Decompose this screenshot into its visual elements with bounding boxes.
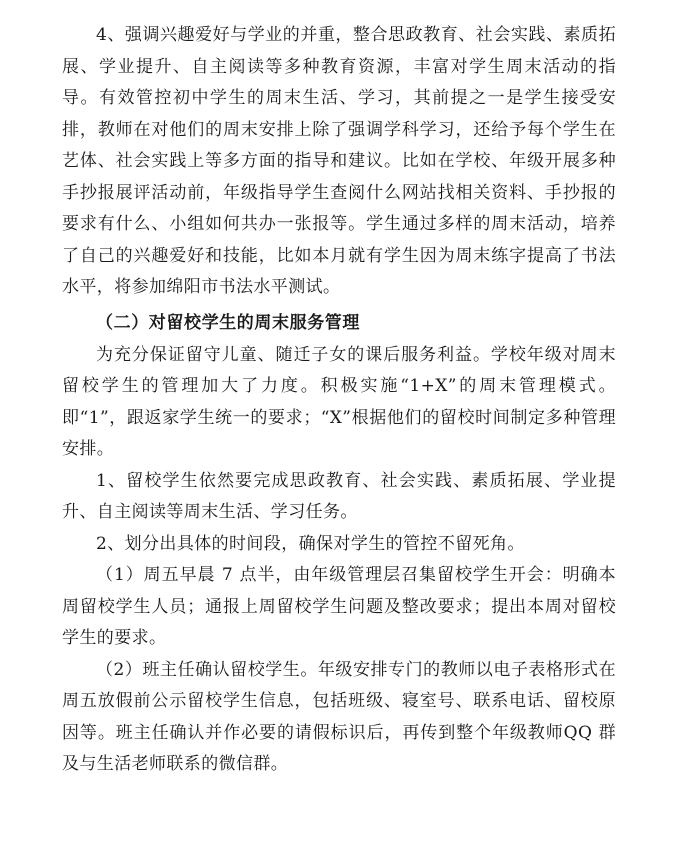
paragraph-item-2: 2、划分出具体的时间段，确保对学生的管控不留死角。: [96, 533, 525, 554]
paragraph-sub-1: （1）周五早晨 7 点半，由年级管理层召集留校学生开会：明确本周留校学生人员；通报上周留校学生问题及整改要求；提出本周对留校学生的要求。: [62, 565, 616, 648]
paragraph-intro: 为充分保证留守儿童、随迁子女的课后服务利益。学校年级对周末留校学生的管理加大了力度。积极实施“1+X”的周末管理模式。即“1”，跟返家学生统一的要求；“X”根据他们的留校时间制定多种管理安排。: [62, 344, 616, 459]
section-heading: （二）对留校学生的周末服务管理: [96, 312, 360, 333]
paragraph-item-4: 4、强调兴趣爱好与学业的并重，整合思政教育、社会实践、素质拓展、学业提升、自主阅读等多种教育资源，丰富对学生周末活动的指导。有效管控初中学生的周末生活、学习，其前提之一是学生接受安排，教师在对他们的周末安排上除了强调学科学习，还给予每个学生在艺体、社会实践上等多方面的指导和建议。比如在学校、年级开展多种手抄报展评活动前，年级指导学生查阅什么网站找相关资料、手抄报的要求有什么、小组如何共办一张报等。学生通过多样的周末活动，培养了自己的兴趣爱好和技能，比如本月就有学生因为周末练字提高了书法水平，将参加绵阳市书法水平测试。: [62, 25, 616, 297]
paragraph-item-1: 1、留校学生依然要完成思政教育、社会实践、素质拓展、学业提升、自主阅读等周末生活、学习任务。: [62, 470, 616, 522]
paragraph-sub-2: （2）班主任确认留校学生。年级安排专门的教师以电子表格形式在周五放假前公示留校学生信息，包括班级、寝室号、联系电话、留校原因等。班主任确认并作必要的请假标识后，再传到整个年级教师QQ 群及与生活老师联系的微信群。: [62, 659, 616, 774]
